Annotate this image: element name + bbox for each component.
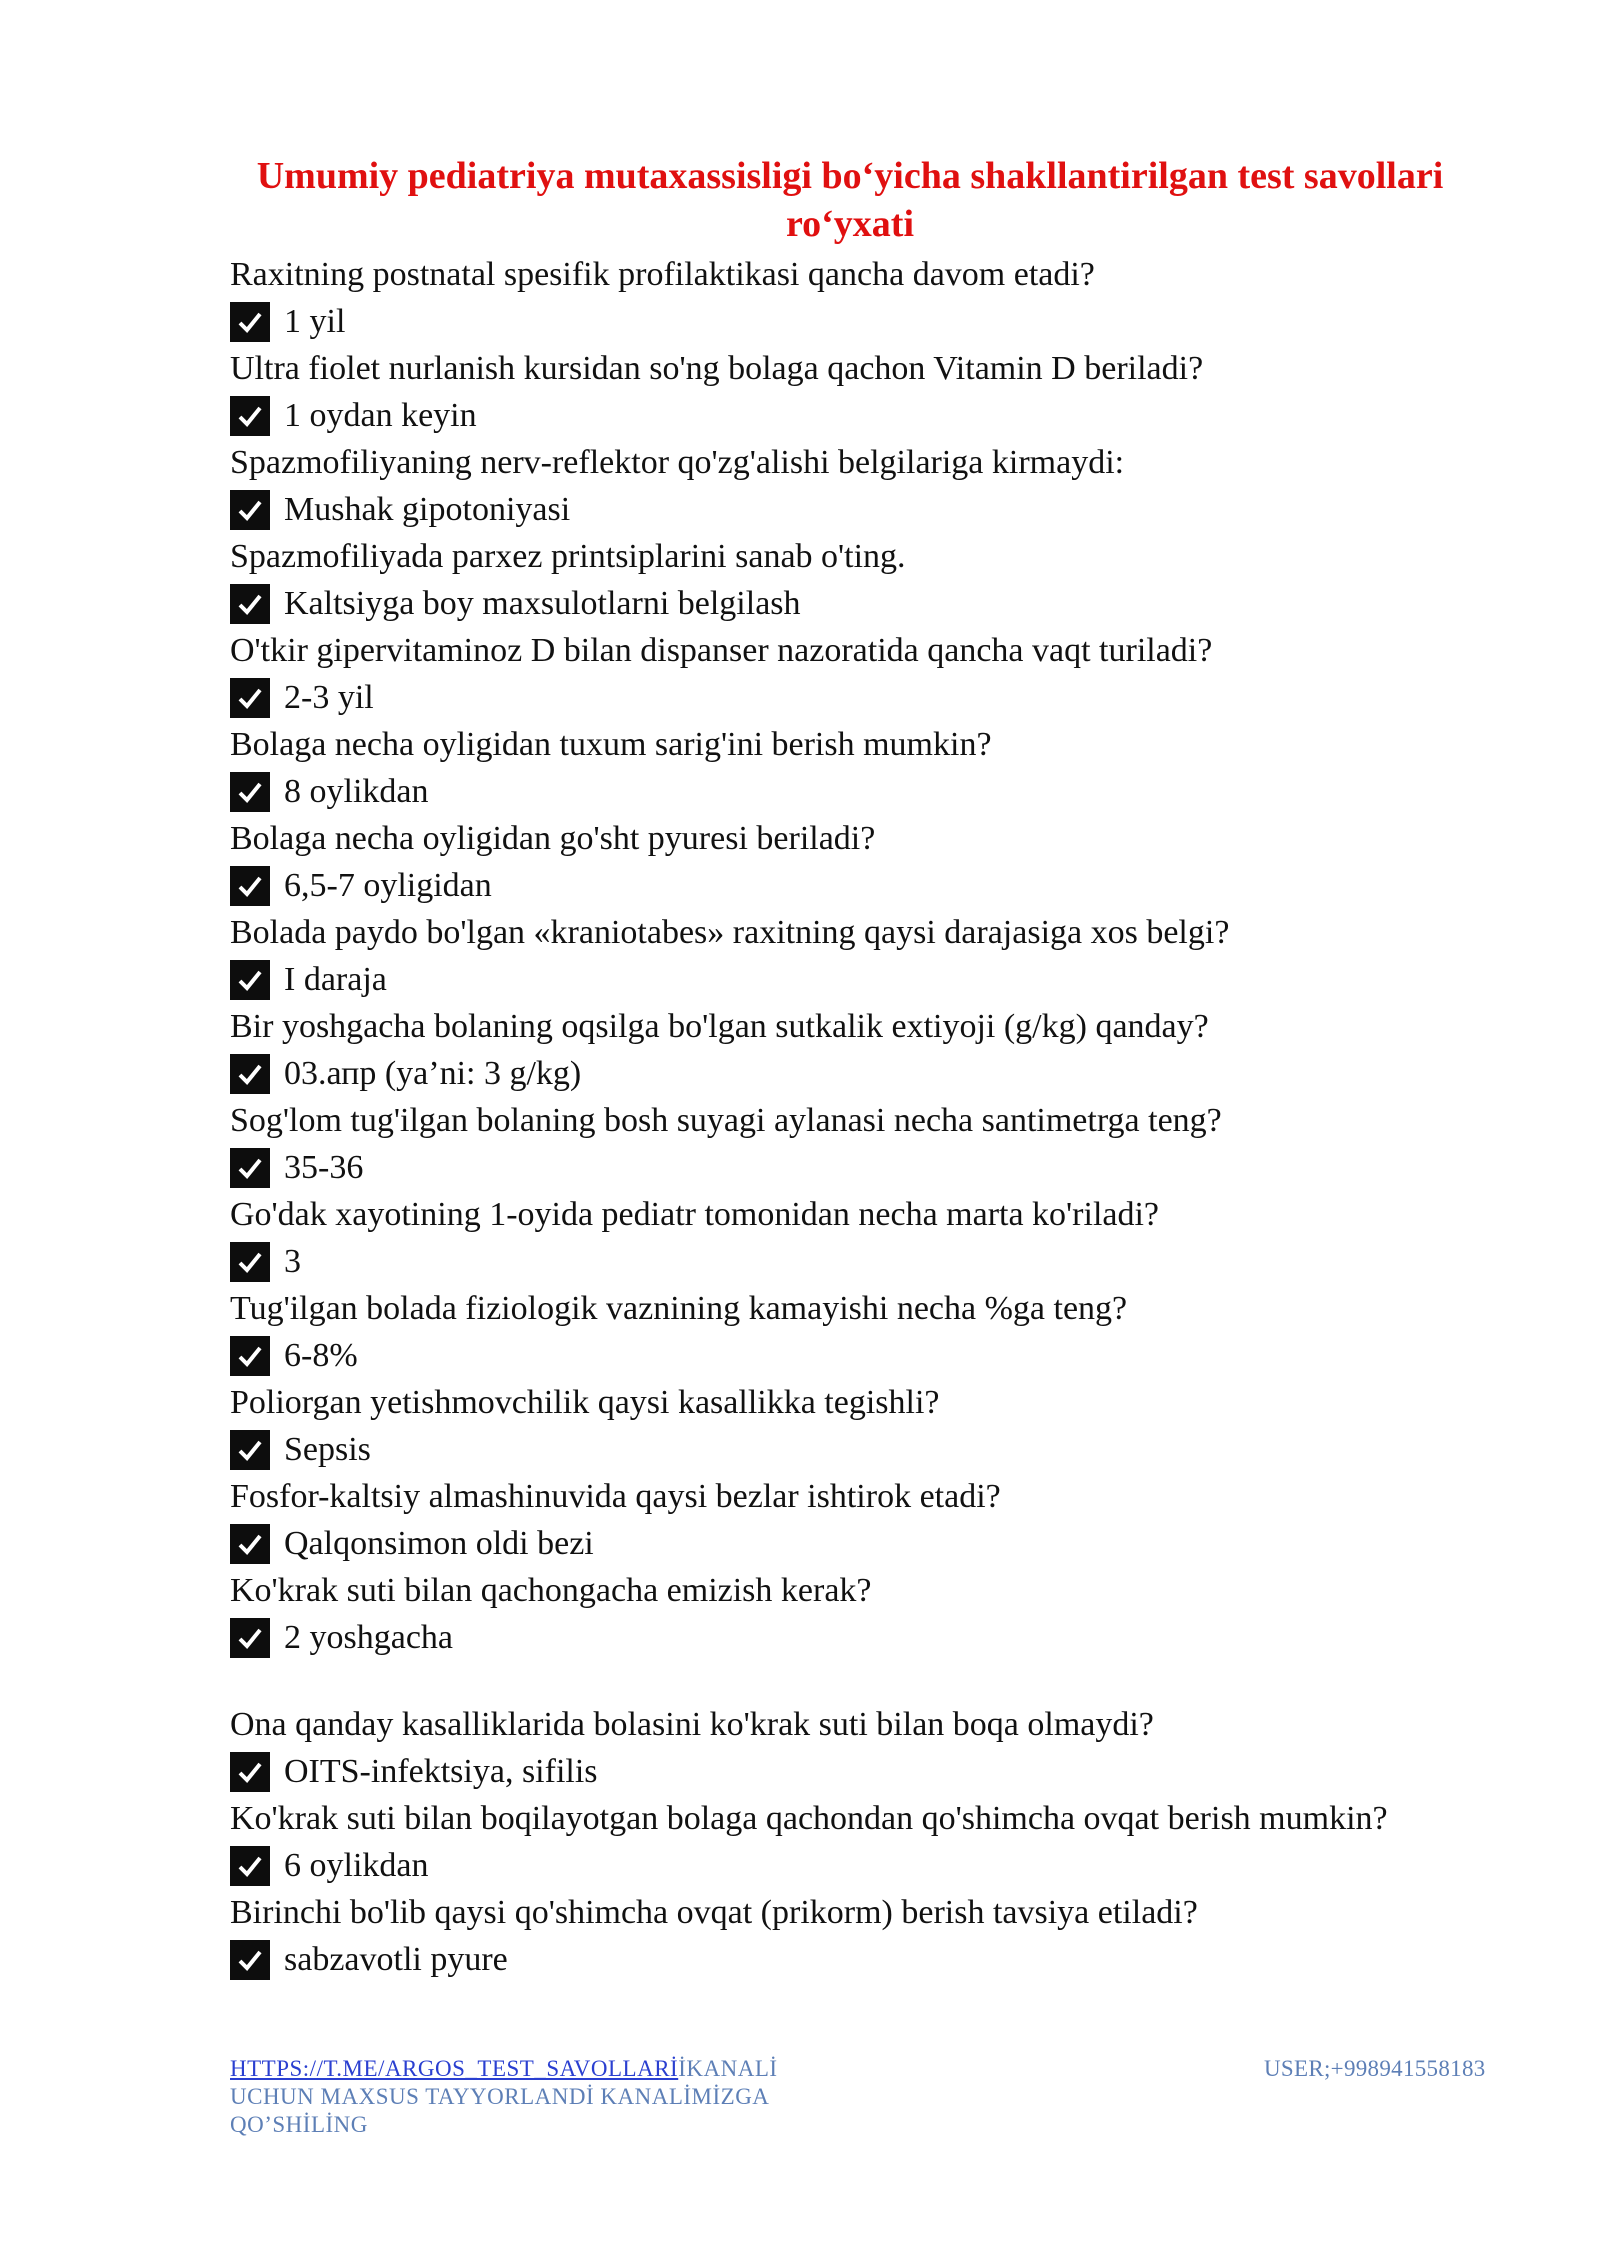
answer-row xyxy=(230,392,1410,440)
answer-text: 8 oylikdan xyxy=(284,773,429,810)
qa-item xyxy=(230,1098,1410,1192)
footer-channel-note xyxy=(230,2055,830,2139)
qa-item xyxy=(230,722,1410,816)
question-text: Ultra fiolet nurlanish kursidan so'ng bolaga qachon Vitamin D beriladi? xyxy=(230,350,1204,387)
answer-text: 3 xyxy=(284,1243,301,1280)
qa-item xyxy=(230,1702,1410,1796)
footer-link-suffix: İKANALİ xyxy=(678,2056,778,2081)
checkbox-checked-icon xyxy=(230,584,270,624)
answer-row xyxy=(230,1332,1410,1380)
footer-line-3: QO’SHİLİNG xyxy=(230,2112,368,2137)
qa-item xyxy=(230,1004,1410,1098)
checkbox-checked-icon xyxy=(230,1752,270,1792)
qa-item xyxy=(230,1286,1410,1380)
answer-row xyxy=(230,1426,1410,1474)
answer-text: 2 yoshgacha xyxy=(284,1619,454,1656)
answer-row xyxy=(230,486,1410,534)
qa-item xyxy=(230,1474,1410,1568)
answer-row xyxy=(230,1936,1410,1984)
answer-row xyxy=(230,956,1410,1004)
checkbox-checked-icon xyxy=(230,396,270,436)
checkbox-checked-icon xyxy=(230,1846,270,1886)
answer-text: 1 oydan keyin xyxy=(284,397,477,434)
answer-text: 6,5-7 oyligidan xyxy=(284,867,492,904)
question-text: Ko'krak suti bilan boqilayotgan bolaga qachondan qo'shimcha ovqat berish mumkin? xyxy=(230,1800,1388,1837)
checkbox-checked-icon xyxy=(230,1148,270,1188)
answer-text: Qalqonsimon oldi bezi xyxy=(284,1525,594,1562)
answer-text: 35-36 xyxy=(284,1149,364,1186)
qa-item xyxy=(230,1568,1410,1662)
answer-text: 1 yil xyxy=(284,303,346,340)
footer-user-contact: USER;+998941558183 xyxy=(1264,2056,1486,2081)
qa-item xyxy=(230,910,1410,1004)
question-text: Ona qanday kasalliklarida bolasini ko'krak suti bilan boqa olmaydi? xyxy=(230,1706,1154,1743)
question-text: Fosfor-kaltsiy almashinuvida qaysi bezlar ishtirok etadi? xyxy=(230,1478,1001,1515)
answer-row xyxy=(230,580,1410,628)
answer-row xyxy=(230,1050,1410,1098)
checkbox-checked-icon xyxy=(230,1524,270,1564)
answer-text: Kaltsiyga boy maxsulotlarni belgilash xyxy=(284,585,801,622)
checkbox-checked-icon xyxy=(230,678,270,718)
qa-list xyxy=(230,252,1410,1984)
checkbox-checked-icon xyxy=(230,960,270,1000)
answer-row xyxy=(230,298,1410,346)
question-text: Bir yoshgacha bolaning oqsilga bo'lgan sutkalik extiyoji (g/kg) qanday? xyxy=(230,1008,1209,1045)
checkbox-checked-icon xyxy=(230,1242,270,1282)
qa-item xyxy=(230,252,1410,346)
question-text: O'tkir gipervitaminoz D bilan dispanser nazoratida qancha vaqt turiladi? xyxy=(230,632,1213,669)
answer-row xyxy=(230,1238,1410,1286)
answer-text: I daraja xyxy=(284,961,387,998)
answer-text: 6-8% xyxy=(284,1337,358,1374)
answer-text: OITS-infektsiya, sifilis xyxy=(284,1753,598,1790)
answer-text: Mushak gipotoniyasi xyxy=(284,491,571,528)
question-text: Spazmofiliyaning nerv-reflektor qo'zg'alishi belgilariga kirmaydi: xyxy=(230,444,1125,481)
question-text: Ko'krak suti bilan qachongacha emizish kerak? xyxy=(230,1572,872,1609)
checkbox-checked-icon xyxy=(230,1336,270,1376)
qa-item xyxy=(230,628,1410,722)
qa-item xyxy=(230,534,1410,628)
qa-item xyxy=(230,440,1410,534)
question-text: Raxitning postnatal spesifik profilaktikasi qancha davom etadi? xyxy=(230,256,1095,293)
checkbox-checked-icon xyxy=(230,1618,270,1658)
page-title: Umumiy pediatriya mutaxassisligi bo‘yicha shakllantirilgan test savollari ro‘yxati xyxy=(256,155,1444,245)
question-text: Tug'ilgan bolada fiziologik vaznining kamayishi necha %ga teng? xyxy=(230,1290,1128,1327)
answer-row xyxy=(230,1842,1410,1890)
answer-row xyxy=(230,1144,1410,1192)
checkbox-checked-icon xyxy=(230,302,270,342)
checkbox-checked-icon xyxy=(230,866,270,906)
question-text: Sog'lom tug'ilgan bolaning bosh suyagi aylanasi necha santimetrga teng? xyxy=(230,1102,1222,1139)
question-text: Go'dak xayotining 1-oyida pediatr tomonidan necha marta ko'riladi? xyxy=(230,1196,1160,1233)
answer-text: 6 oylikdan xyxy=(284,1847,429,1884)
answer-text: sabzavotli pyure xyxy=(284,1941,508,1978)
question-text: Bolaga necha oyligidan tuxum sarig'ini berish mumkin? xyxy=(230,726,992,763)
telegram-channel-link[interactable]: HTTPS://T.ME/ARGOS_TEST_SAVOLLARİ xyxy=(230,2056,679,2081)
answer-row xyxy=(230,1614,1410,1662)
checkbox-checked-icon xyxy=(230,1430,270,1470)
question-text: Birinchi bo'lib qaysi qo'shimcha ovqat (prikorm) berish tavsiya etiladi? xyxy=(230,1894,1198,1931)
qa-item xyxy=(230,1796,1410,1890)
blank-line xyxy=(230,1662,1410,1702)
answer-text: 2-3 yil xyxy=(284,679,374,716)
question-text: Spazmofiliyada parxez printsiplarini sanab o'ting. xyxy=(230,538,906,575)
answer-text: 03.апр (ya’ni: 3 g/kg) xyxy=(284,1055,582,1092)
qa-item xyxy=(230,1192,1410,1286)
answer-row xyxy=(230,1748,1410,1796)
checkbox-checked-icon xyxy=(230,1054,270,1094)
qa-item xyxy=(230,1380,1410,1474)
answer-row xyxy=(230,1520,1410,1568)
qa-item xyxy=(230,1890,1410,1984)
checkbox-checked-icon xyxy=(230,772,270,812)
question-text: Bolada paydo bo'lgan «kraniotabes» raxitning qaysi darajasiga xos belgi? xyxy=(230,914,1230,951)
footer-line-2: UCHUN MAXSUS TAYYORLANDİ KANALİMİZGA xyxy=(230,2084,770,2109)
qa-item xyxy=(230,816,1410,910)
answer-text: Sepsis xyxy=(284,1431,371,1468)
question-text: Bolaga necha oyligidan go'sht pyuresi beriladi? xyxy=(230,820,876,857)
answer-row xyxy=(230,768,1410,816)
answer-row xyxy=(230,674,1410,722)
question-text: Poliorgan yetishmovchilik qaysi kasallikka tegishli? xyxy=(230,1384,940,1421)
checkbox-checked-icon xyxy=(230,1940,270,1980)
checkbox-checked-icon xyxy=(230,490,270,530)
answer-row xyxy=(230,862,1410,910)
qa-item xyxy=(230,346,1410,440)
